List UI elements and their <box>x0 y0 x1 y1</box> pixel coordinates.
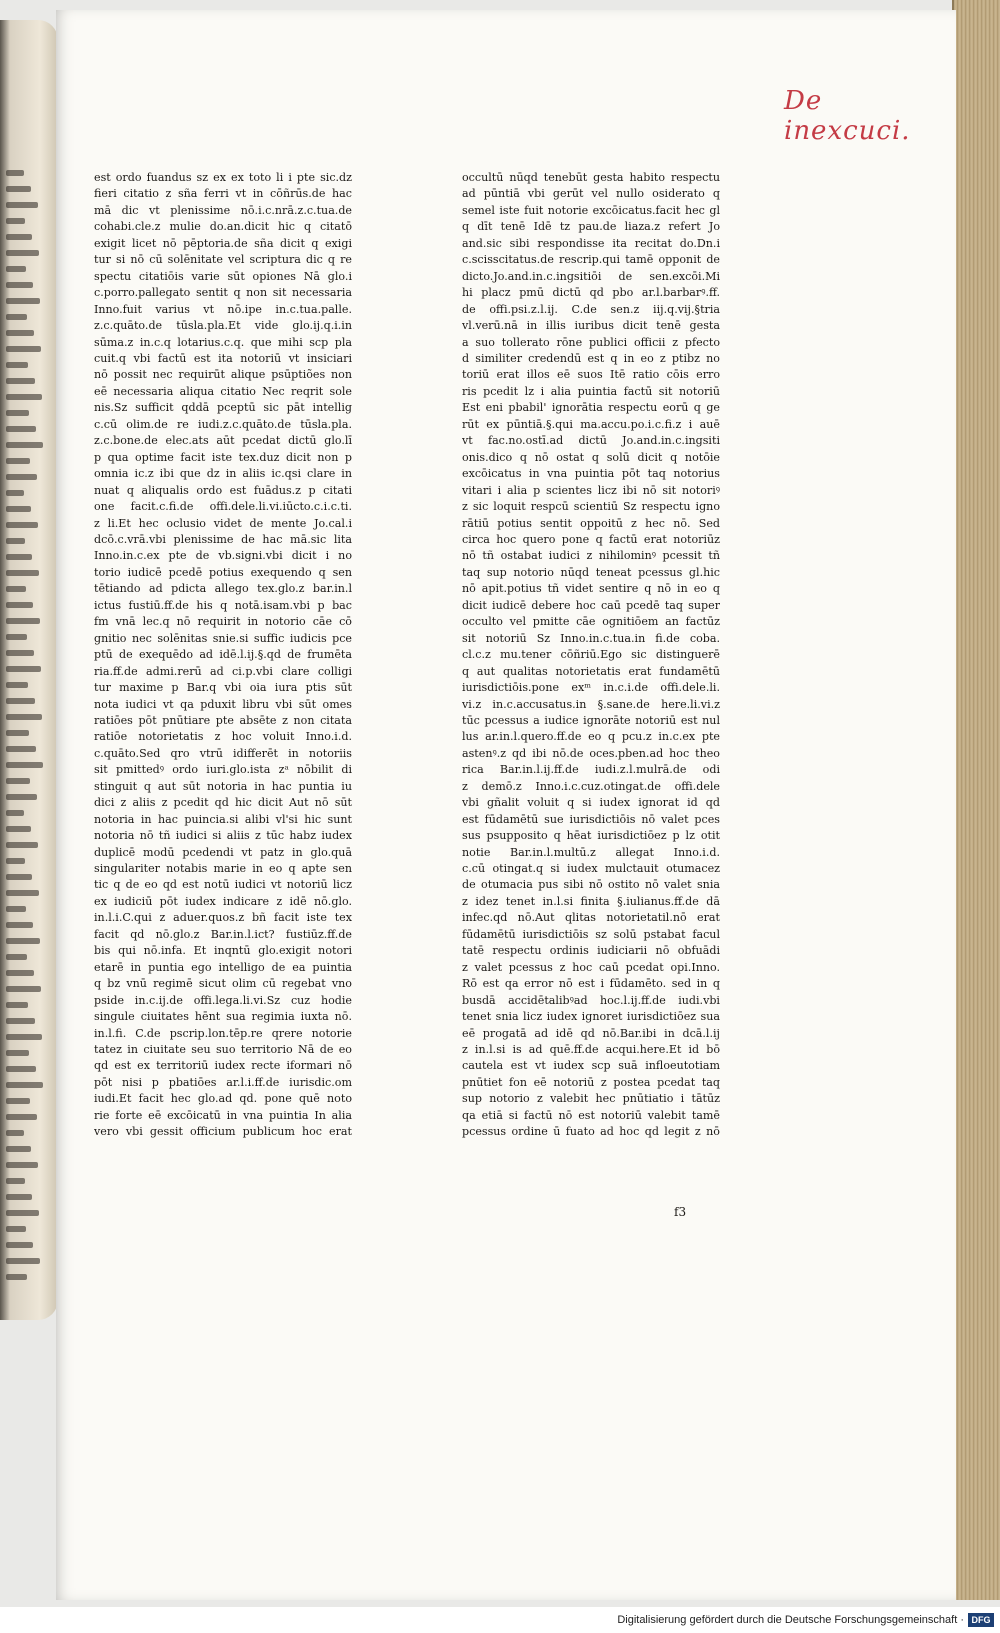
text-line: taq sup notorio nūqd teneat pcessus gl.hic <box>462 565 720 579</box>
text-line: tur maxime p Bar.q vbi oia iura ptis sūt <box>94 681 352 695</box>
text-line: de offi.psi.z.l.ij. C.de sen.z iij.q.vij.§tria <box>462 302 720 316</box>
text-line: tur si nō cū solēnitate vel scriptura dic q re <box>94 253 352 267</box>
signature-mark: f3 <box>674 1205 687 1219</box>
adjacent-page-text-fragment <box>6 970 34 976</box>
text-line: q aut qualitas notorietatis erat fundamētū <box>462 664 720 678</box>
adjacent-page-text-fragment <box>6 314 27 320</box>
text-line: vl.verū.nā in illis iuribus dicit tenē gesta <box>462 319 720 333</box>
adjacent-page-text-fragment <box>6 922 33 928</box>
adjacent-page-text-fragment <box>6 986 41 992</box>
dfg-logo: DFG <box>968 1613 994 1627</box>
adjacent-page-text-fragment <box>6 570 39 576</box>
text-line: duplicē modū pcedendi vt patz in glo.quā <box>94 845 352 859</box>
adjacent-page-text-fragment <box>6 442 43 448</box>
adjacent-page-text-fragment <box>6 1050 29 1056</box>
text-line: in.l.i.C.qui z aduer.quos.z bñ facit iste tex <box>94 911 352 925</box>
adjacent-page-text-fragment <box>6 714 42 720</box>
adjacent-page-text-fragment <box>6 794 37 800</box>
text-line: bis qui nō.infa. Et inqntū glo.exigit notori <box>94 944 352 958</box>
adjacent-page-text-fragment <box>6 730 29 736</box>
adjacent-page-text-fragment <box>6 554 32 560</box>
text-line: nō possit nec requirūt alique psūptiões non <box>94 368 352 382</box>
text-line: c.porro.pallegato sentit q non sit necessaria <box>94 286 352 300</box>
adjacent-page-text-fragment <box>6 682 28 688</box>
text-line: singulariter notabis marie in eo q apte sen <box>94 862 352 876</box>
adjacent-page-text-fragment <box>6 218 25 224</box>
text-line: circa hoc quero pone q factū erat notoriūz <box>462 532 720 546</box>
right-text-column <box>462 170 720 1141</box>
text-line: astenꝰ.z qd ibi nō.de oces.pben.ad hoc theo <box>462 746 720 760</box>
text-line: dicit iudicē debere hoc caū pcedē taq super <box>462 598 720 612</box>
adjacent-page-text-fragment <box>6 1066 36 1072</box>
adjacent-page-text-fragment <box>6 1194 32 1200</box>
text-line: c.cū otingat.q si iudex mulctauit otumacez <box>462 862 720 876</box>
text-line: nō tñ ostabat iudici z nihilominꝰ pcessit tñ <box>462 549 720 563</box>
text-line: singule ciuitates hēnt sua regimia iuxta nō. <box>94 1010 352 1024</box>
adjacent-page-text-fragment <box>6 938 40 944</box>
text-line: stinguit q aut sūt notoria in hac puntia iu <box>94 779 352 793</box>
text-line: in.l.fi. C.de pscrip.lon.tēp.re qrere notorie <box>94 1026 352 1040</box>
adjacent-page-text-fragment <box>6 458 30 464</box>
text-line: qa etiā si factū nō est notoriū valebit tamē <box>462 1108 720 1122</box>
text-line: etarē in puntia ego intelligo de ea puintia <box>94 960 352 974</box>
text-line: c.quāto.Sed qro vtrū idifferēt in notoriis <box>94 746 352 760</box>
adjacent-page-text-fragment <box>6 346 41 352</box>
adjacent-page-text-fragment <box>6 650 34 656</box>
adjacent-page-text-fragment <box>6 474 37 480</box>
text-line: ria.ff.de admi.rerū ad ci.p.vbi clare colligi <box>94 664 352 678</box>
text-line: tatē respectu ordinis iudiciarii nō obfuādi <box>462 944 720 958</box>
text-line: sit notoriū Sz Inno.in.c.tua.in fi.de coba. <box>462 631 720 645</box>
text-line: rie forte eē excōicatū in vna puintia In alia <box>94 1108 352 1122</box>
adjacent-page-text-fragment <box>6 890 39 896</box>
text-line: pcessus ordine ū fuato ad hoc qd legit z nō <box>462 1125 720 1139</box>
adjacent-page-text-fragment <box>6 394 42 400</box>
adjacent-page-text-fragment <box>6 426 36 432</box>
text-line: q dīt tenē Idē tz pau.de liaza.z refert Jo <box>462 220 720 234</box>
adjacent-page-text-fragment <box>6 954 27 960</box>
adjacent-page-text-fragment <box>6 202 38 208</box>
text-line: tic q de eo qd est notū iudici vt notoriū licz <box>94 878 352 892</box>
adjacent-page-text-fragment <box>6 858 25 864</box>
text-line: notie Bar.in.l.multū.z allegat Inno.i.d. <box>462 845 720 859</box>
adjacent-page-text-fragment <box>6 538 25 544</box>
text-line: vitari i alia p scientes licz ibi nō sit notoriꝰ <box>462 483 720 497</box>
adjacent-page-text-fragment <box>6 874 32 880</box>
text-line: z.c.bone.de elec.ats aūt pcedat dictū glo.lī <box>94 434 352 448</box>
text-line: fm vnā lec.q nō requirit in notorio cāe cō <box>94 615 352 629</box>
adjacent-page-text-fragment <box>6 266 26 272</box>
text-line: z demō.z Inno.i.c.cuz.otingat.de offi.dele <box>462 779 720 793</box>
adjacent-page-text-fragment <box>6 666 41 672</box>
text-line: nuat q aliqualis ordo est fuādus.z p citati <box>94 483 352 497</box>
text-line: tētiando ad pdicta allego tex.glo.z bar.in.l <box>94 582 352 596</box>
adjacent-page-text-fragment <box>6 1114 37 1120</box>
adjacent-page-text-fragment <box>6 1130 24 1136</box>
adjacent-page-text-fragment <box>6 810 24 816</box>
text-line: omnia ic.z ibi que dz in aliis ic.qsi clare in <box>94 467 352 481</box>
text-line: nota iudici vt qa pduxit libru vbi sūt omes <box>94 697 352 711</box>
adjacent-page-text-fragment <box>6 826 31 832</box>
text-line: q bz vnū regimē sicut olim cū regebat vno <box>94 977 352 991</box>
text-line: Est eni pbabil' ignorātia respectu eorū q ge <box>462 401 720 415</box>
text-line: notoria in hac puincia.si alibi vl'si hic sunt <box>94 812 352 826</box>
text-line: Inno.in.c.ex pte de vb.signi.vbi dicit i no <box>94 549 352 563</box>
text-line: ex iudiciū pōt iudex indicare z idē nō.glo. <box>94 894 352 908</box>
text-line: fūdamētū iurisdictiōis sz solū pstabat facul <box>462 927 720 941</box>
adjacent-page-text-fragment <box>6 1162 38 1168</box>
adjacent-page-text-fragment <box>6 778 30 784</box>
adjacent-page-text-fragment <box>6 698 35 704</box>
text-line: tatez in ciuitate seu suo territorio Nā de eo <box>94 1043 352 1057</box>
adjacent-page-text-fragment <box>6 586 26 592</box>
text-line: rica Bar.in.l.ij.ff.de iudi.z.l.mulrā.de odi <box>462 763 720 777</box>
adjacent-page-text-fragment <box>6 298 40 304</box>
text-line: z valet pcessus z hoc caū pcedat opi.Inno. <box>462 960 720 974</box>
text-line: infec.qd nō.Aut qlitas notorietatil.nō erat <box>462 911 720 925</box>
adjacent-page-text-fragment <box>6 1034 42 1040</box>
text-line: excōicatus in vna puintia pōt taq notorius <box>462 467 720 481</box>
text-line: Inno.fuit varius vt nō.ipe in.c.tua.palle. <box>94 302 352 316</box>
adjacent-page-text-fragment <box>6 490 24 496</box>
text-line: pside in.c.ij.de offi.lega.li.vi.Sz cuz hodie <box>94 993 352 1007</box>
adjacent-page-text-fragment <box>6 378 35 384</box>
text-line: rūt ex pūntiā.§.qui ma.accu.po.i.c.fi.z i auē <box>462 417 720 431</box>
text-line: sup notorio z valebit hec pnūtiatio i tātūz <box>462 1092 720 1106</box>
text-line: occulto vel pmitte cāe ognitiōem an factūz <box>462 615 720 629</box>
adjacent-page-text-fragment <box>6 234 32 240</box>
text-line: cuit.q vbi factū est ita notoriū vt insiciari <box>94 351 352 365</box>
rubric-heading: De inexcuci. <box>784 86 911 146</box>
text-line: one facit.c.fi.de offi.dele.li.vi.iūcto.c.i.c.ti. <box>94 500 352 514</box>
text-line: toriū erat illos eē suos Itē ratio cōis erro <box>462 368 720 382</box>
adjacent-page-edge <box>0 20 58 1320</box>
digitization-footer <box>0 1607 1000 1633</box>
gilded-page-edges <box>952 0 1000 1600</box>
adjacent-page-text-fragment <box>6 1210 39 1216</box>
text-line: notoria nō tñ iudici si aliis z tūc habz iudex <box>94 829 352 843</box>
adjacent-page-text-fragment <box>6 842 38 848</box>
text-line: tenet snia licz iudex ignoret iurisdictiōez sua <box>462 1010 720 1024</box>
text-line: ratiōe notorietatis z hoc voluit Inno.i.d. <box>94 730 352 744</box>
adjacent-page-text-fragment <box>6 1002 28 1008</box>
text-line: a suo tollerato rōne publici officii z pfecto <box>462 335 720 349</box>
text-line: qd est ex territoriū iudex recte iformari nō <box>94 1059 352 1073</box>
adjacent-page-text-fragment <box>6 1018 35 1024</box>
adjacent-page-text-fragment <box>6 410 29 416</box>
text-line: z.c.quāto.de tūsla.pla.Et vide glo.ij.q.i.in <box>94 319 352 333</box>
adjacent-page-text-fragment <box>6 1098 30 1104</box>
text-line: vbi gñalit voluit q si iudex ignorat id qd <box>462 796 720 810</box>
text-line: c.scisscitatus.de rescrip.qui tamē opponit de <box>462 253 720 267</box>
text-line: lus ar.in.l.quero.ff.de eo q pcu.z in.c.ex pte <box>462 730 720 744</box>
adjacent-page-text-fragment <box>6 762 43 768</box>
text-line: and.sic sibi respondisse ita recitat do.Dn.i <box>462 236 720 250</box>
text-line: nō apit.potius tñ videt sentire q nō in eo q <box>462 582 720 596</box>
adjacent-page-text-fragment <box>6 634 27 640</box>
text-line: eē necessaria aliqua citatio Nec reqrit sole <box>94 384 352 398</box>
text-line: ictus fustiū.ff.de his q notā.isam.vbi p bac <box>94 598 352 612</box>
text-line: sūma.z in.c.q lotarius.c.q. que mihi scp pla <box>94 335 352 349</box>
text-line: pnūtiet fon eē notoriū z postea pcedat taq <box>462 1075 720 1089</box>
text-line: vi.z in.c.accusatus.in §.sane.de here.li.vi.z <box>462 697 720 711</box>
text-line: dcō.c.vrā.vbi plenissime de hac mā.sic lita <box>94 532 352 546</box>
text-line: onis.dico q nō ostat q solū dicit q notōie <box>462 450 720 464</box>
adjacent-page-text-fragment <box>6 250 39 256</box>
text-line: mā dic vt plenissime nō.i.c.nrā.z.c.tua.de <box>94 203 352 217</box>
text-line: sit pmittedꝰ ordo iuri.glo.ista zᵃ nōbilit di <box>94 763 352 777</box>
text-line: de otumacia pus sibi nō ostito nō valet snia <box>462 878 720 892</box>
text-line: semel iste fuit notorie excōicatus.facit hec gl <box>462 203 720 217</box>
text-line: Rō est qa error nō est i fūdamēto. sed in q <box>462 977 720 991</box>
text-line: cautela est vt iudex scp suā infloeutotiam <box>462 1059 720 1073</box>
text-line: z idez tenet in.l.si finita §.iulianus.ff.de dā <box>462 894 720 908</box>
text-line: sus psupposito q hēat iurisdictiōez p lz otit <box>462 829 720 843</box>
text-line: spectu citatiōis varie sūt opiones Nā glo.i <box>94 269 352 283</box>
text-line: gnitio nec solēnitas snie.si suffic iudicis pce <box>94 631 352 645</box>
adjacent-page-text-fragment <box>6 1146 31 1152</box>
footer-credit-text: Digitalisierung gefördert durch die Deutsche Forschungsgemeinschaft · <box>617 1614 964 1626</box>
left-text-column <box>94 170 352 1141</box>
text-line: z in.l.si is ad quē.ff.de acqui.here.Et id bō <box>462 1043 720 1057</box>
text-line: z li.Et hec oclusio videt de mente Jo.cal.i <box>94 516 352 530</box>
text-line: iurisdictiōis.pone exᵐ in.c.i.de offi.dele.li. <box>462 681 720 695</box>
adjacent-page-text-fragment <box>6 1258 40 1264</box>
adjacent-page-text-fragment <box>6 506 31 512</box>
text-line: cl.c.z mu.tener cōñriū.Ego sic distinguerē <box>462 648 720 662</box>
text-line: dicto.Jo.and.in.c.ingsitiōi de sen.excōi.Mi <box>462 269 720 283</box>
adjacent-page-text-fragment <box>6 362 28 368</box>
adjacent-page-text-fragment <box>6 1274 27 1280</box>
text-line: ad pūntiā vbi gerūt vel nullo osiderato q <box>462 187 720 201</box>
text-line: eē progatā ad idē qd nō.Bar.ibi in dcā.l.ij <box>462 1026 720 1040</box>
text-line: z sic loquit respcū scientiū Sz respectu igno <box>462 500 720 514</box>
text-line: nis.Sz sufficit qddā pceptū sic pāt intellig <box>94 401 352 415</box>
text-line: ris pcedit lz i alia puintia factū sit notoriū <box>462 384 720 398</box>
text-line: c.cū olim.de re iudi.z.c.quāto.de tūsla.pla. <box>94 417 352 431</box>
text-line: exigit licet nō pēptoria.de sña dicit q exigi <box>94 236 352 250</box>
adjacent-page-text-fragment <box>6 170 24 176</box>
text-line: vero vbi gessit officium publicum hoc erat <box>94 1125 352 1139</box>
adjacent-page-text-fragment <box>6 1082 43 1088</box>
text-line: dici z aliis z pcedit qd hic dicit Aut nō sūt <box>94 796 352 810</box>
text-line: vt fac.no.ostī.ad dictū Jo.and.in.c.ingsiti <box>462 434 720 448</box>
text-line: fieri citatio z sña ferri vt in cōñrūs.de hac <box>94 187 352 201</box>
text-line: cohabi.cle.z mulie do.an.dicit hic q citatō <box>94 220 352 234</box>
adjacent-page-text-fragment <box>6 186 31 192</box>
adjacent-page-text-fragment <box>6 522 38 528</box>
adjacent-page-text-fragment <box>6 906 26 912</box>
text-line: ratiōes pōt pnūtiare pte absēte z non citata <box>94 713 352 727</box>
adjacent-page-text-fragment <box>6 618 40 624</box>
text-line: torio iudicē pcedē potius exequendo q sen <box>94 565 352 579</box>
text-line: d similiter credendū est q in eo z ptibz no <box>462 351 720 365</box>
adjacent-page-text-fragment <box>6 1178 25 1184</box>
adjacent-page-text-fragment <box>6 1242 33 1248</box>
text-line: iudi.Et facit hec glo.ad qd. pone quē noto <box>94 1092 352 1106</box>
adjacent-page-text-fragment <box>6 1226 26 1232</box>
adjacent-page-text-fragment <box>6 282 33 288</box>
text-line: pōt nisi p pbatiōes ar.l.i.ff.de iurisdic.om <box>94 1075 352 1089</box>
adjacent-page-text-fragment <box>6 602 33 608</box>
adjacent-page-text-fragment <box>6 746 36 752</box>
text-line: est ordo fuandus sz ex ex toto li i pte sic.dz <box>94 171 352 184</box>
adjacent-page-text-fragment <box>6 330 34 336</box>
text-line: rātiū potius sentit oppoitū z hec nō. Sed <box>462 516 720 530</box>
text-line: est fūdamētū sue iurisdictiōis nō valet pces <box>462 812 720 826</box>
text-line: tūc pcessus a iudice ignorāte notoriū est nul <box>462 713 720 727</box>
text-line: busdā accidētalibꝰad hoc.l.ij.ff.de iudi.vbi <box>462 993 720 1007</box>
text-line: hi placz pmū dictū qd pbo ar.l.barbarꝰ.ff. <box>462 286 720 300</box>
text-line: occultū nūqd tenebūt gesta habito respectu <box>462 171 720 184</box>
text-line: facit qd nō.glo.z Bar.in.l.ict? fustiūz.ff.de <box>94 927 352 941</box>
text-line: ptū de exequēdo ad idē.l.ij.§.qd de frumēta <box>94 648 352 662</box>
book-page <box>56 10 956 1600</box>
text-line: p qua optime facit iste tex.duz dicit non p <box>94 450 352 464</box>
